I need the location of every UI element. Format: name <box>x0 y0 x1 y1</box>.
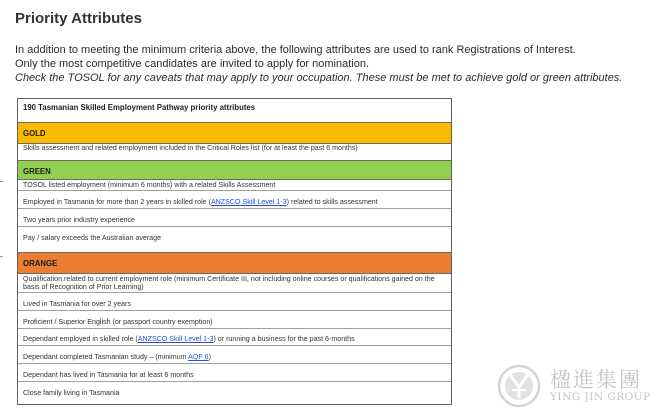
green-item-1: TOSOL listed employment (minimum 6 months) with a related Skills Assessment <box>23 181 276 189</box>
page-title: Priority Attributes <box>15 10 142 27</box>
row-divider <box>18 190 451 191</box>
row-divider <box>18 381 451 382</box>
intro-text <box>15 43 655 85</box>
ying-jin-group-logo <box>497 364 652 408</box>
logo-chinese-name: 楹進集團 <box>550 368 642 392</box>
orange-item-5-text-a: Dependant completed Tasmanian study – (minimum <box>23 353 189 361</box>
row-divider <box>18 328 451 329</box>
gold-band: GOLD <box>18 122 451 144</box>
green-band: GREEN <box>18 160 451 180</box>
row-divider <box>18 208 451 209</box>
anzsco-link[interactable]: ANZSCO Skill Level 1-3 <box>137 335 214 343</box>
row-divider <box>18 363 451 364</box>
row-divider <box>18 345 451 346</box>
orange-item-7: Close family living in Tasmania <box>23 389 120 397</box>
left-edge-markers <box>0 0 4 415</box>
orange-item-1: Qualification related to current employment role (minimum Certificate III, not including online courses or qualifications gained on the basis of Recognition of Prior Learning) <box>23 275 435 291</box>
orange-item-4 <box>23 335 355 343</box>
row-divider <box>18 292 451 293</box>
logo-emblem-icon <box>497 364 541 408</box>
orange-item-3: Proficient / Superior English (or passport country exemption) <box>23 318 213 326</box>
orange-item-4-text-a: Dependant employed in skilled role ( <box>23 335 138 343</box>
orange-item-2: Lived in Tasmania for over 2 years <box>23 300 131 308</box>
green-item-2-text-a: Employed in Tasmania for more than 2 years in skilled role ( <box>23 198 211 206</box>
orange-item-5-text-b: ) <box>208 353 211 361</box>
intro-line-1: In addition to meeting the minimum criteria above, the following attributes are used to rank Registrations of Interest. <box>15 44 576 56</box>
green-item-2 <box>23 198 378 206</box>
row-divider <box>18 226 451 227</box>
orange-item-6: Dependant has lived in Tasmania for at least 6 months <box>23 371 194 379</box>
row-divider <box>18 310 451 311</box>
orange-band: ORANGE <box>18 252 451 274</box>
green-item-4: Pay / salary exceeds the Australian average <box>23 234 162 242</box>
gold-item-1: Skills assessment and related employment included in the Critical Roles list (for at least the past 6 months) <box>23 144 358 152</box>
priority-attributes-table <box>17 98 452 405</box>
intro-line-2: Only the most competitive candidates are invited to apply for nomination. <box>15 58 370 70</box>
caveat-note: Check the TOSOL for any caveats that may apply to your occupation. These must be met to achieve gold or green attributes. <box>15 72 623 84</box>
orange-item-5 <box>23 353 211 361</box>
aqf-link[interactable]: AQF 6 <box>188 353 209 361</box>
green-item-2-text-b: ) related to skills assessment <box>286 198 378 206</box>
table-title: 190 Tasmanian Skilled Employment Pathway priority attributes <box>23 103 256 112</box>
green-item-3: Two years prior industry experience <box>23 216 135 224</box>
orange-item-4-text-b: ) or running a business for the past 6-months <box>213 335 355 343</box>
anzsco-link[interactable]: ANZSCO Skill Level 1-3 <box>210 198 287 206</box>
logo-english-name: YING JIN GROUP <box>550 391 651 403</box>
